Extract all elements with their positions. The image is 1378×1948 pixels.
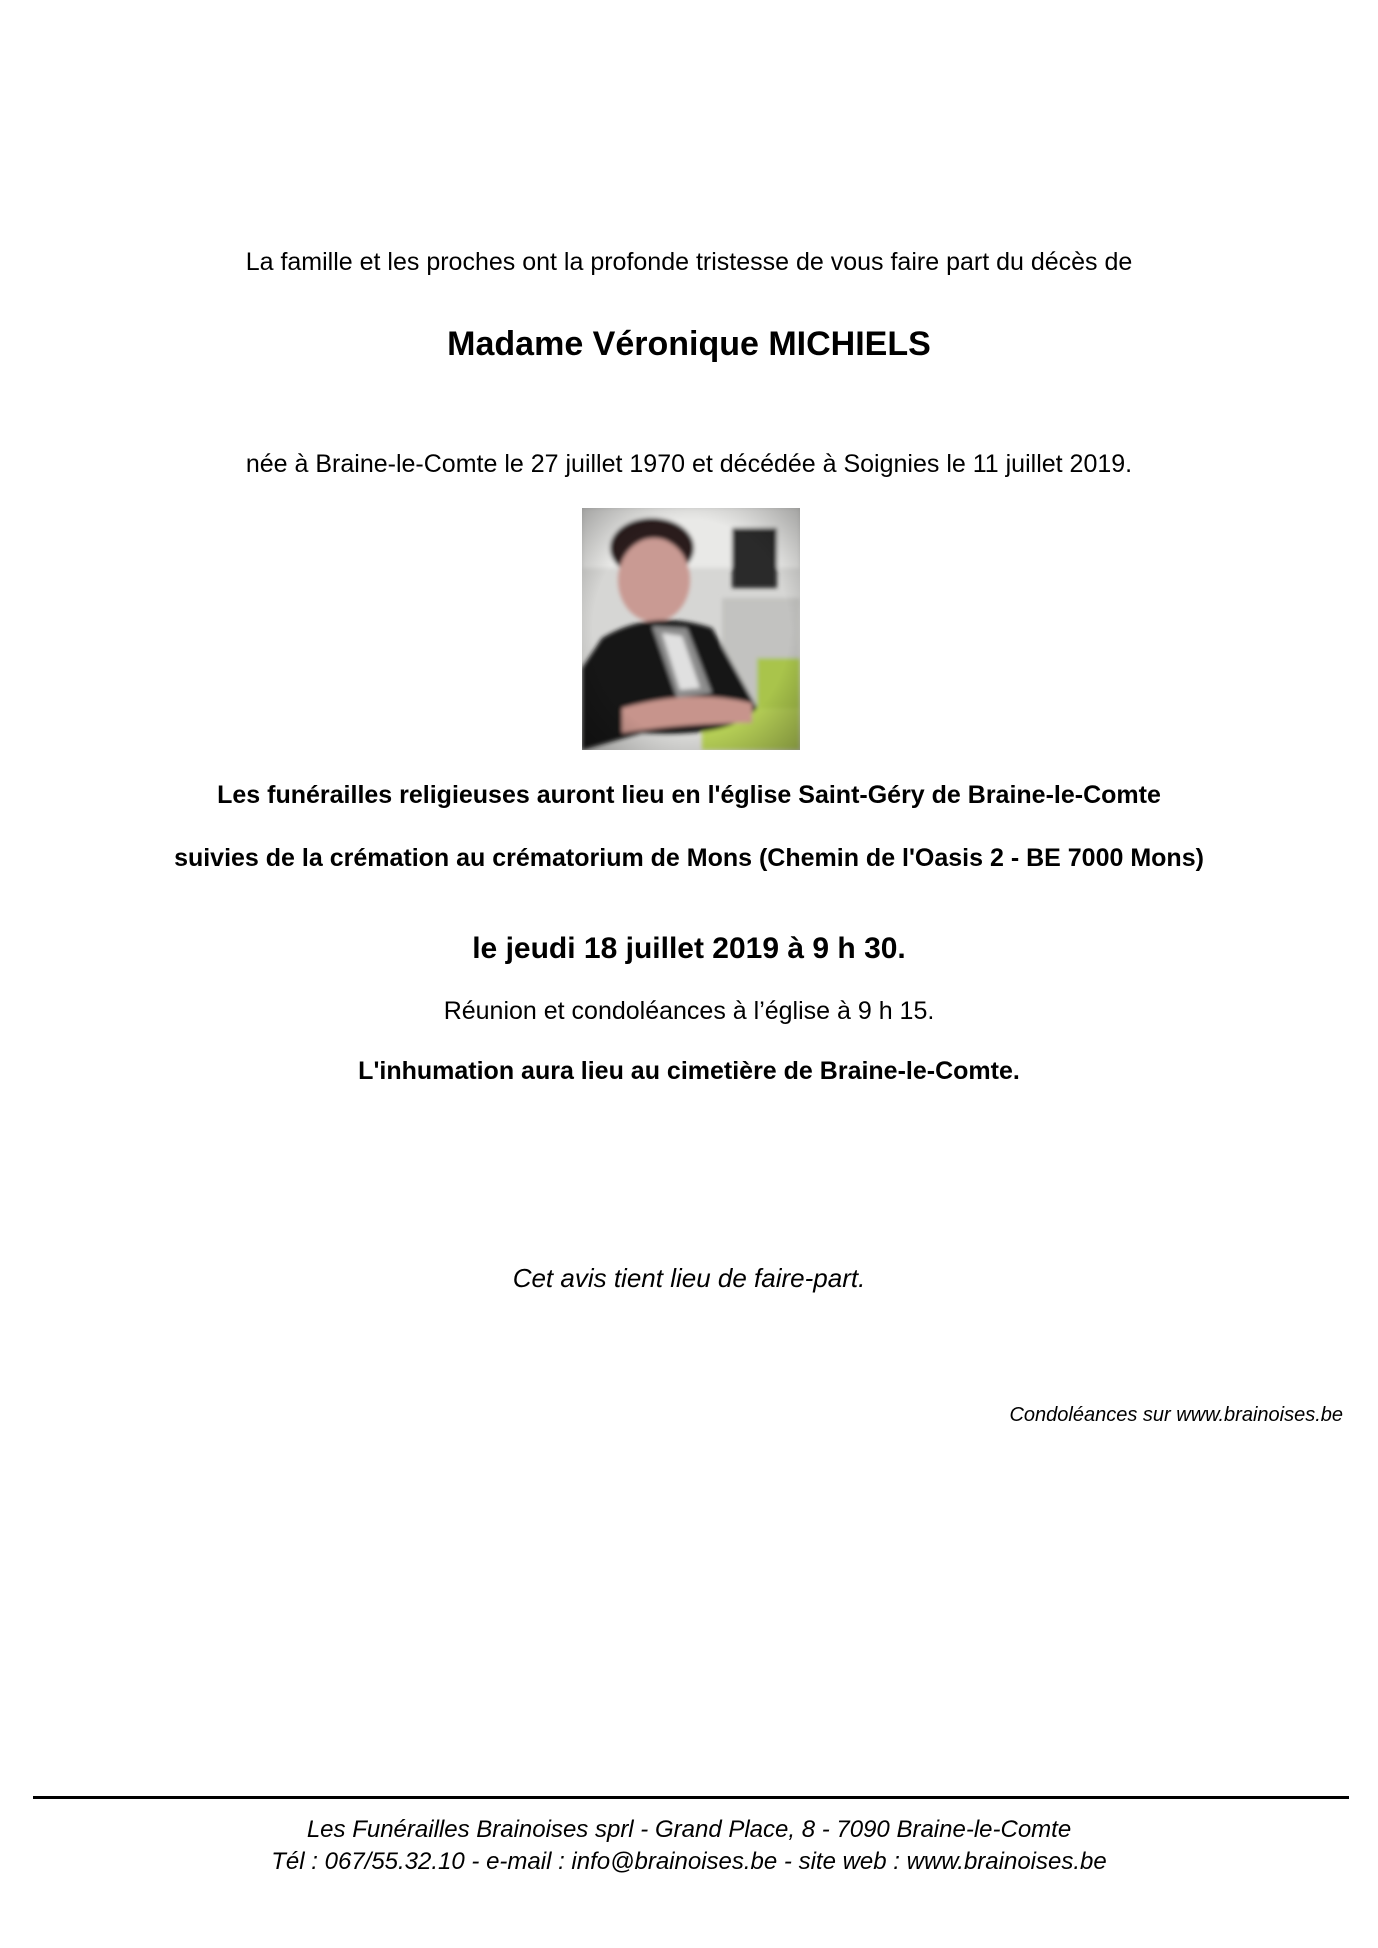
footer-address: Les Funérailles Brainoises sprl - Grand Place, 8 - 7090 Braine-le-Comte [306, 1816, 1072, 1843]
deceased-name: Madame Véronique MICHIELS [447, 325, 931, 363]
cremation-text: suivies de la crémation au crématorium de Mons (Chemin de l'Oasis 2 - BE 7000 Mons) [174, 844, 1204, 872]
ceremony-datetime: le jeudi 18 juillet 2019 à 9 h 30. [472, 932, 906, 965]
birth-death-dates: née à Braine-le-Comte le 27 juillet 1970 et décédée à Soignies le 11 juillet 2019. [245, 450, 1133, 478]
portrait-photo [582, 508, 800, 750]
footer-divider [33, 1796, 1349, 1799]
burial-text: L'inhumation aura lieu au cimetière de Braine-le-Comte. [358, 1057, 1020, 1085]
notice-note: Cet avis tient lieu de faire-part. [512, 1263, 866, 1293]
condolences-website-text: Condoléances sur www.brainoises.be [1009, 1404, 1343, 1426]
intro-text: La famille et les proches ont la profonde tristesse de vous faire part du décès de [245, 248, 1133, 276]
funeral-church-text: Les funérailles religieuses auront lieu en l'église Saint-Géry de Braine-le-Comte [217, 781, 1161, 809]
footer-contact: Tél : 067/55.32.10 - e-mail : info@brainoises.be - site web : www.brainoises.be [271, 1848, 1107, 1875]
meeting-condolences-text: Réunion et condoléances à l’église à 9 h 15. [443, 997, 935, 1025]
